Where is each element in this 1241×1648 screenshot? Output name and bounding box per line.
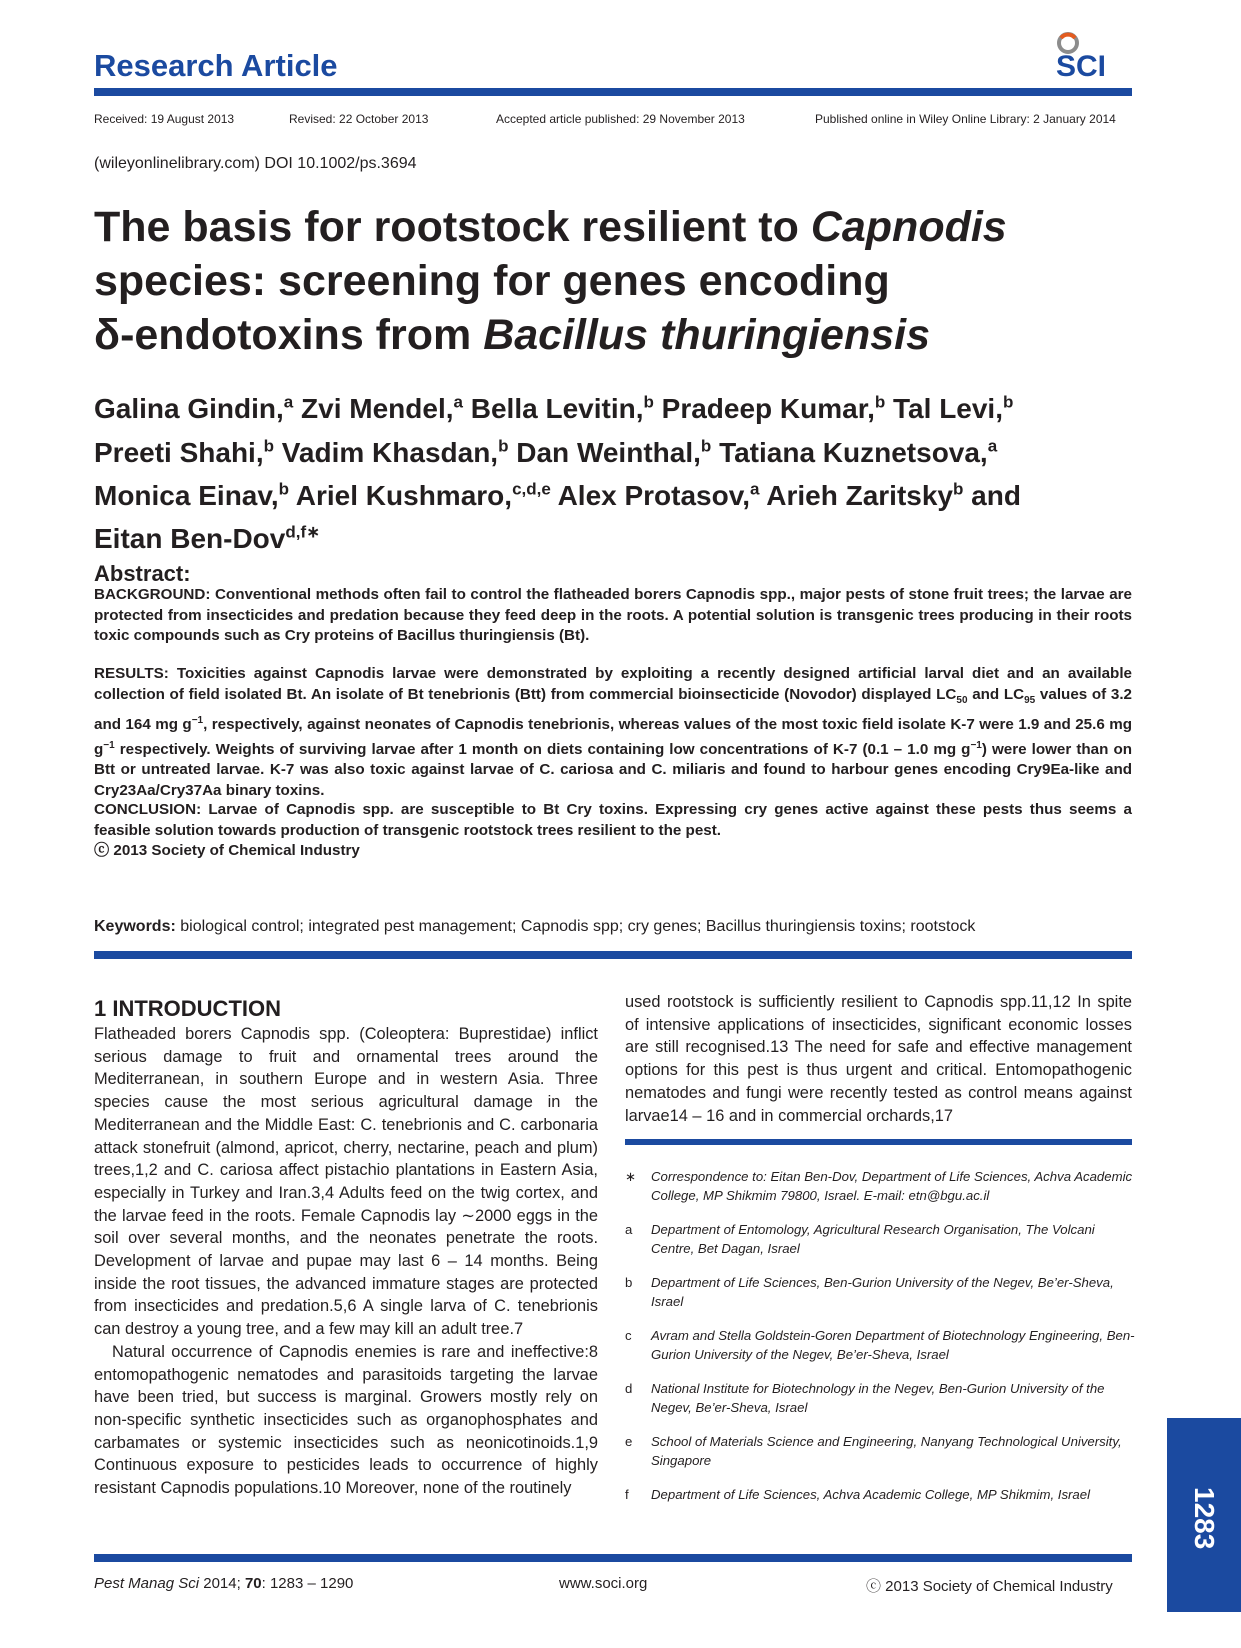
paper-title	[94, 200, 1134, 362]
title-species: Bacillus thuringiensis	[483, 311, 931, 359]
footer-copyright: ⓒ 2013 Society of Chemical Industry	[866, 1578, 1113, 1595]
footnote-affiliation: c Avram and Stella Goldstein-Goren Department of Biotechnology Engineering, Ben-Gurion University of the Negev, Be’er-Sheva, Israel	[625, 1328, 1135, 1362]
article-type-label: Research Article	[94, 48, 338, 83]
accepted-date: Accepted article published: 29 November 2013	[496, 112, 745, 126]
abstract-heading: Abstract:	[94, 561, 191, 586]
author-list	[94, 384, 1154, 557]
sci-logo-icon	[1048, 28, 1128, 84]
footnote-correspondence: ∗ Correspondence to: Eitan Ben-Dov, Department of Life Sciences, Achva Academic College, MP Shikmim 79800, Israel. E-mail: etn@bgu.ac.il	[625, 1169, 1133, 1203]
author: Pradeep Kumar,$^b$	[661, 393, 886, 425]
footnote-affiliation: b Department of Life Sciences, Ben-Gurion University of the Negev, Be’er-Sheva, Israel	[625, 1275, 1114, 1309]
author: Vadim Khasdan,$^b$	[281, 436, 509, 468]
header-rule	[94, 88, 1132, 96]
author: Monica Einav,$^b$	[94, 479, 290, 511]
author: Zvi Mendel,$^a$	[301, 393, 463, 425]
abstract-copyright: ⓒ 2013 Society of Chemical Industry	[94, 842, 360, 859]
intro-paragraph: Flatheaded borers Capnodis spp. (Coleoptera: Buprestidae) inflict serious damage to fruit and ornamental trees around the Mediterranean, in southern Europe and in western Asia. Three species cause the most serious agricultural damage in the Mediterranean and the Middle East: C. tenebrionis and C. carbonaria attack stonefruit (almond, apricot, cherry, nectarine, peach and plum) trees,1,2 and C. cariosa affect pistachio plantations in Eastern Asia, especially in Turkey and Iran.3,4 Adults feed on the twig cortex, and the larvae feed in the roots. Female Capnodis lay ∼2000 eggs in the soil over several months, and the neonates penetrate the roots. Development of larvae and pupae may last 6 – 14 months. Being inside the root tissues, the advanced immature stages are protected from insecticides and predation.5,6 A single larva of C. tenebrionis can destroy a young tree, and a few may kill an adult tree.7	[94, 1025, 598, 1339]
title-part: species: screening for genes encoding	[94, 257, 890, 305]
doi-line: (wileyonlinelibrary.com) DOI 10.1002/ps.3694	[94, 155, 417, 172]
footer-citation: Pest Manag Sci 2014; 70: 1283 – 1290	[94, 1575, 354, 1592]
footnote-rule	[625, 1139, 1132, 1145]
page-number: 1283	[1189, 1487, 1220, 1550]
author: Alex Protasov,$^a$	[557, 479, 760, 511]
author: Preeti Shahi,$^b$	[94, 436, 275, 468]
footnote-affiliation: f Department of Life Sciences, Achva Academic College, MP Shikmim, Israel	[625, 1487, 1091, 1502]
received-date: Received: 19 August 2013	[94, 112, 235, 126]
keywords	[94, 918, 975, 936]
footnote-affiliation: d National Institute for Biotechnology in the Negev, Ben-Gurion University of the Negev, Be’er-Sheva, Israel	[625, 1381, 1105, 1415]
abstract-rule	[94, 951, 1132, 959]
title-part: δ-endotoxins from	[94, 311, 484, 359]
abstract-results: RESULTS: Toxicities against Capnodis larvae were demonstrated by exploiting a recently designed artificial larval diet and an available collection of field isolated Bt. An isolate of Bt tenebrionis (Btt) from commercial bioinsecticide (Novodor) displayed $LC_{50}$ and $LC_{95}$ values of 3.2 and 164 mg $g^{-1}$, respectively, against neonates of Capnodis tenebrionis, whereas values of the most toxic field isolate K-7 were 1.9 and 25.6 mg $g^{-1}$ respectively. Weights of surviving larvae after 1 month on diets containing low concentrations of K-7 (0.1 – 1.0 mg $g^{-1}$) were lower than on Btt or untreated larvae. K-7 was also toxic against larvae of C. cariosa and C. miliaris and found to harbour genes encoding Cry9Ea-like and Cry23Aa/Cry37Aa binary toxins.	[94, 665, 1133, 799]
footnote-affiliation: e School of Materials Science and Engineering, Nanyang Technological University, Singapore	[625, 1434, 1122, 1468]
page-number-tab	[1167, 1418, 1241, 1612]
abstract-background: BACKGROUND: Conventional methods often fail to control the flatheaded borers Capnodis spp., major pests of stone fruit trees; the larvae are protected from insecticides and predation because they feed deep in the roots. A potential solution is transgenic trees producing in their roots toxic compounds such as Cry proteins of Bacillus thuringiensis (Bt).	[94, 586, 1132, 644]
author: Ariel Kushmaro,$^{c,d,e}$	[295, 479, 551, 511]
footer-website[interactable]: www.soci.org	[559, 1575, 648, 1592]
revised-date: Revised: 22 October 2013	[289, 112, 429, 126]
keywords-label: Keywords:	[94, 918, 176, 935]
intro-paragraph: Natural occurrence of Capnodis enemies is rare and ineffective:8 entomopathogenic nematodes and parasitoids targeting the larvae have been tried, but success is marginal. Growers mostly rely on non-specific synthetic insecticides such as organophosphates and carbamates or systemic insecticides such as neonicotinoids.1,9 Continuous exposure to pesticides leads to occurrence of highly resistant Capnodis populations.10 Moreover, none of the routinely	[94, 1342, 598, 1498]
intro-column-left	[94, 1023, 598, 1500]
author: Dan Weinthal,$^b$	[516, 436, 712, 468]
footnote-affiliation: a Department of Entomology, Agricultural Research Organisation, The Volcani Centre, Bet Dagan, Israel	[625, 1222, 1095, 1256]
author: Arieh Zaritsky$^b$ and	[766, 479, 1021, 511]
section-heading: 1 INTRODUCTION	[94, 996, 281, 1021]
author: Eitan Ben-Dov$^{d,f∗}$	[94, 522, 321, 555]
author: Tal Levi,$^b$	[893, 393, 1014, 425]
keywords-text: biological control; integrated pest management; Capnodis spp; cry genes; Bacillus thuringiensis toxins; rootstock	[175, 918, 976, 935]
published-date: Published online in Wiley Online Library: 2 January 2014	[815, 112, 1116, 126]
author: Galina Gindin,$^a$	[94, 393, 294, 425]
title-genus: Capnodis	[810, 203, 1007, 251]
intro-column-right: used rootstock is sufficiently resilient to Capnodis spp.11,12 In spite of intensive applications of insecticides, significant economic losses are still recognised.13 The need for safe and effective management options for this pest is thus urgent and critical. Entomopathogenic nematodes and fungi were recently tested as control means against larvae14 – 16 and in commercial orchards,17	[625, 993, 1132, 1125]
sci-logo	[1048, 28, 1128, 84]
author: Bella Levitin,$^b$	[470, 393, 654, 425]
abstract-conclusion: CONCLUSION: Larvae of Capnodis spp. are susceptible to Bt Cry toxins. Expressing cry genes active against these pests thus seems a feasible solution towards production of transgenic rootstock trees resilient to the pest. ⓒ 2013 Society of Chemical Industry	[94, 801, 1132, 859]
author: Tatiana Kuznetsova,$^a$	[719, 436, 998, 468]
logo-text: SCI	[1056, 50, 1107, 83]
footer-rule	[94, 1554, 1132, 1562]
title-part: The basis for rootstock resilient to	[94, 203, 811, 251]
